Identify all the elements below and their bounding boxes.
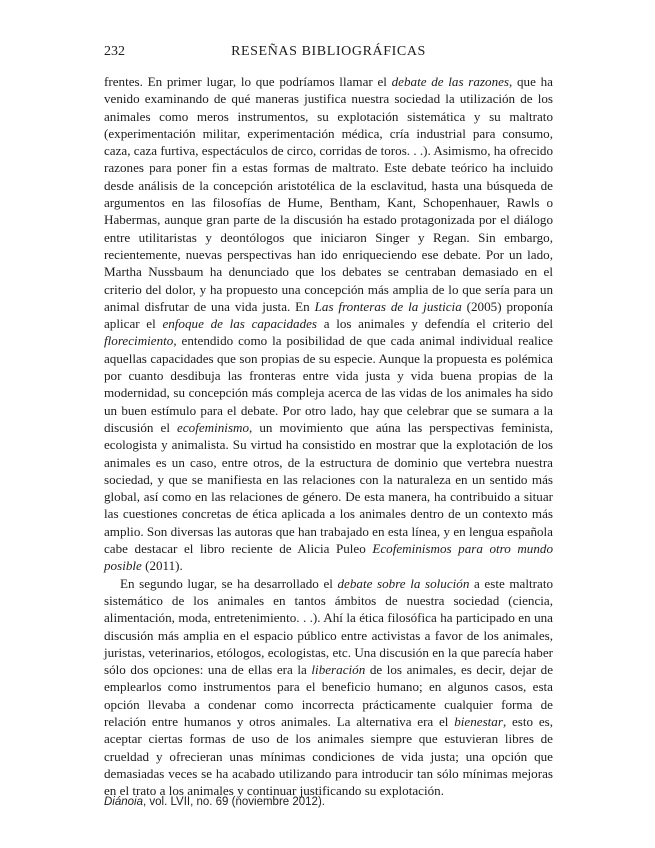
italic-term: florecimiento xyxy=(104,333,174,349)
body-text xyxy=(104,73,553,799)
footer-citation xyxy=(104,795,325,810)
italic-term: ecofeminismo xyxy=(177,419,250,435)
text-run: , entendido como la posibilidad de que cada animal individual realice aquellas capacidades que son propias de su especie. Aunque la propuesta es polémica por cuanto desdibuja las fronteras entre vida justa y vida buena propias de la modernidad, su concepción más compleja acerca de las vidas de los animales ha sido un buen estímulo para el debate. Por otro lado, hay que celebrar que se sumara a la discusión el xyxy=(104,333,553,435)
journal-name: Diánoia xyxy=(104,796,143,808)
italic-term: Las fronteras de la justicia xyxy=(314,298,462,314)
text-run: a los animales y defendía el criterio del xyxy=(317,316,553,332)
journal-citation: , vol. LVII, no. 69 (noviembre 2012). xyxy=(143,796,325,808)
italic-term: debate de las razones xyxy=(391,74,510,89)
text-run: En segundo lugar, se ha desarrollado el xyxy=(120,575,338,591)
text-run: de los animales, es decir, dejar de emplearlos como instrumentos para el beneficio humano; en algunos casos, esta opción llevaba a condenar como incorrecta prácticamente cualquier forma de relación entre humanos y otros animales. La alternativa era el xyxy=(104,662,554,729)
text-run: , esto es, aceptar ciertas formas de uso de los animales siempre que estuvieran libres de crueldad y ofrecieran unas mínimas condiciones de vida justa; una opción que demasiadas veces se ha acabado utilizando para introducir tan sólo mínimas mejoras en el trato a los animales y continuar justificando su explotación. xyxy=(104,713,554,799)
italic-term: Ecofeminismos para otro mundo posible xyxy=(104,541,553,574)
paragraph xyxy=(104,575,553,800)
text-run: , que ha venido examinando de qué maneras justifica nuestra sociedad la utilización de los animales como meros instrumentos, su explotación sistemática y su maltrato (experimentación militar, experimentación médica, cría industrial para consumo, caza, caza furtiva, espectáculos de circo, corridas de toros. . .). Asimismo, ha ofrecido razones para poner fin a estas formas de maltrato. Este debate teórico ha incluido desde análisis de la concepción aristotélica de la esclavitud, hasta una búsqueda de argumentos en las filosofías de Hume, Bentham, Kant, Schopenhauer, Rawls o Habermas, aunque gran parte de la discusión ha estado protagonizada por el diálogo entre utilitaristas y deontólogos que iniciaron Singer y Regan. Sin embargo, recientemente, nuevas perspectivas han ido enriqueciendo ese debate. Por un lado, Martha Nussbaum ha denunciado que los debates se centraban demasiado en el criterio del dolor, y ha propuesto una concepción más amplia de lo que sería para un animal disfrutar de una vida justa. En xyxy=(104,74,554,314)
text-run: , un movimiento que aúna las perspectivas feminista, ecologista y animalista. Su virtud ha consistido en mostrar que la explotación de los animales es un caso, entre otros, de la estructura de dominio que vertebra nuestra sociedad, y que se manifiesta en las relaciones con la naturaleza en un sentido más global, así como en las relaciones de género. De esta manera, ha contribuido a situar las cuestiones concretas de ética aplicada a los animales dentro de un contexto más amplio. Son diversas las autoras que han trabajado en esta línea, y en lengua española cabe destacar el libro reciente de Alicia Puleo xyxy=(104,419,553,557)
italic-term: bienestar xyxy=(454,713,503,729)
text-run: (2005) proponía aplicar el xyxy=(104,298,553,332)
italic-term: enfoque de las capacidades xyxy=(162,316,318,332)
text-run: a este maltrato sistemático de los animales en tantos ámbitos de nuestra sociedad (ciencia, alimentación, moda, entretenimiento. . .). Ahí la ética filosófica ha participado en una discusión más amplia en el espacio público entre activistas a favor de los animales, juristas, veterinarios, etólogos, ecologistas, etc. Una discusión en la que parecía haber sólo dos opciones: una de ellas era la xyxy=(104,575,553,678)
italic-term: liberación xyxy=(311,662,366,678)
page-header xyxy=(104,42,553,62)
paragraph xyxy=(104,73,553,575)
text-run: frentes. En primer lugar, lo que podríamos llamar el xyxy=(104,74,392,89)
italic-term: debate sobre la solución xyxy=(337,575,470,591)
running-head: RESEÑAS BIBLIOGRÁFICAS xyxy=(231,44,426,59)
page-number: 232 xyxy=(104,44,125,59)
text-run: (2011). xyxy=(141,558,183,574)
